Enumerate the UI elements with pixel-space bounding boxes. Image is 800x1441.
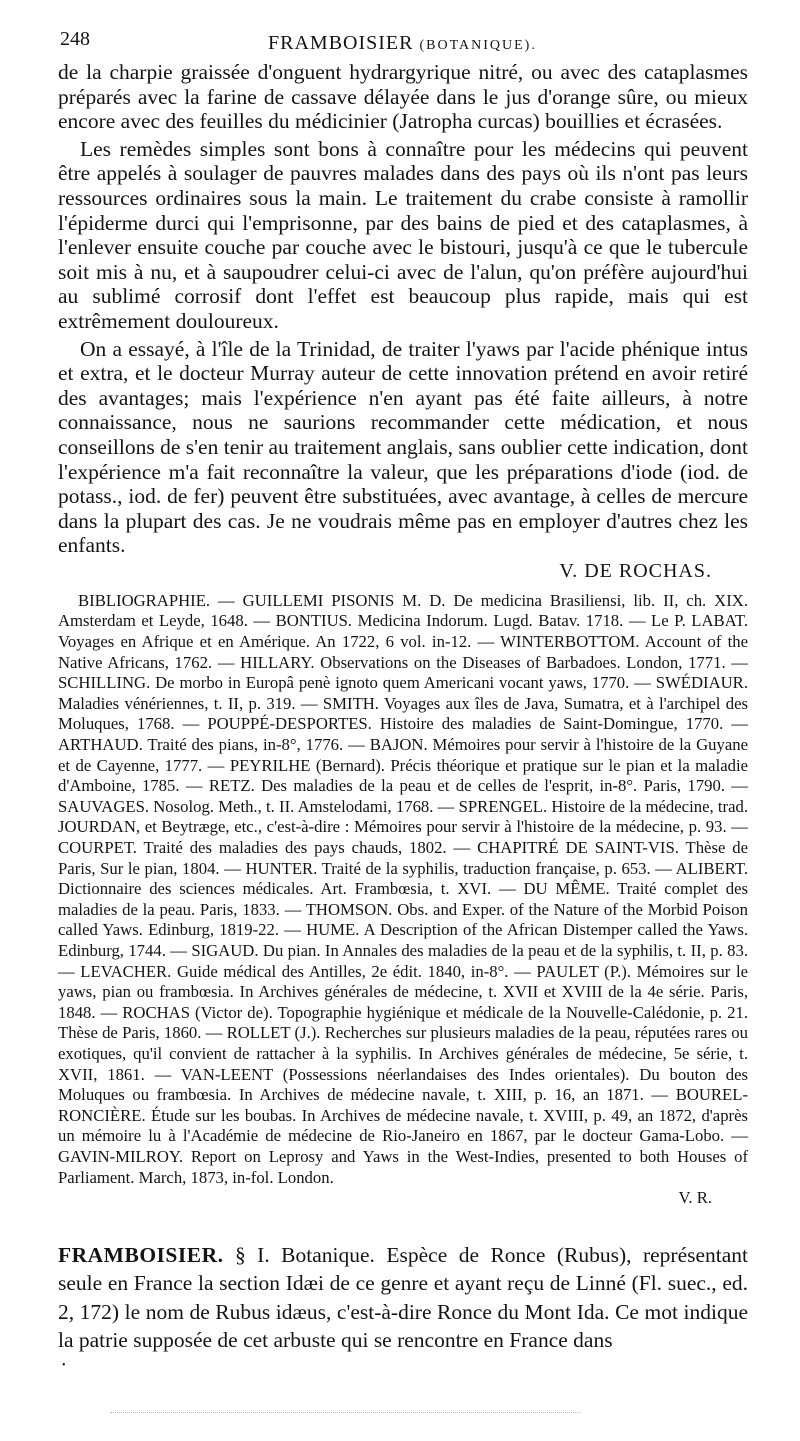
scan-artifact-line xyxy=(110,1412,580,1415)
new-entry xyxy=(58,1241,748,1355)
page-number: 248 xyxy=(60,28,90,50)
page-header xyxy=(58,22,748,54)
paragraph-continuation: de la charpie graissée d'onguent hydrargyrique nitré, ou avec des cataplasmes préparés avec la farine de cassave délayée dans le jus d'orange sûre, ou mieux encore avec des feuilles du médicinier (Jatropha curcas) bouillies et écrasées. xyxy=(58,60,748,134)
stray-mark: • xyxy=(62,1360,66,1371)
entry-section: § I. Botanique. xyxy=(234,1242,375,1267)
bibliography-text: BIBLIOGRAPHIE. — GUILLEMI PISONIS M. D. De medicina Brasiliensi, lib. II, ch. XIX. Amsterdam et Leyde, 1648. — BONTIUS. Medicina Indorum. Lugd. Batav. 1718. — Le P. LABAT. Voyages en Afrique et en Amérique. An 1722, 6 vol. in-12. — WINTERBOTTOM. Account of the Native Africans, 1762. — HILLARY. Observations on the Diseases of Barbadoes. London, 1771. — SCHILLING. De morbo in Europâ penè ignoto quem Americani vocant yaws, 1770. — SWÉDIAUR. Maladies vénériennes, t. II, p. 319. — SMITH. Voyages aux îles de Java, Sumatra, et à l'archipel des Moluques, 1768. — POUPPÉ-DESPORTES. Histoire des maladies de Saint-Domingue, 1770. — ARTHAUD. Traité des pians, in-8°, 1776. — BAJON. Mémoires pour servir à l'histoire de la Guyane et de Cayenne, 1777. — PEYRILHE (Bernard). Précis théorique et pratique sur le pian et la maladie d'Amboine, 1785. — RETZ. Des maladies de la peau et de celles de l'esprit, in-8°. Paris, 1790. — SAUVAGES. Nosolog. Meth., t. II. Amstelodami, 1768. — SPRENGEL. Histoire de la médecine, trad. JOURDAN, et Beytræge, etc., c'est-à-dire : Mémoires pour servir à l'histoire de la médecine, p. 93. — COURPET. Traité des maladies des pays chauds, 1802. — CHAPITRÉ DE SAINT-VIS. Thèse de Paris, Sur le pian, 1804. — HUNTER. Traité de la syphilis, traduction française, p. 653. — ALIBERT. Dictionnaire des sciences médicales. Art. Frambœsia, t. XVI. — DU MÊME. Traité complet des maladies de la peau. Paris, 1833. — THOMSON. Obs. and Exper. of the Nature of the Morbid Poison called Yaws. Edinburg, 1819-22. — HUME. A Description of the African Distemper called the Yaws. Edinburg, 1744. — SIGAUD. Du pian. In Annales des maladies de la peau et de la syphilis, t. II, p. 83. — LEVACHER. Guide médical des Antilles, 2e édit. 1840, in-8°. — PAULET (P.). Mémoires sur le yaws, pian ou frambœsia. In Archives générales de médecine, t. XVII et XVIII de la 4e série. Paris, 1848. — ROCHAS (Victor de). Topographie hygiénique et médicale de la Nouvelle-Calédonie, p. 21. Thèse de Paris, 1860. — ROLLET (J.). Recherches sur plusieurs maladies de la peau, réputées rares ou exotiques, qu'il convient de rattacher à la syphilis. In Archives générales de médecine, 5e série, t. XVII, 1861. — VAN-LEENT (Possessions néerlandaises des Indes orientales). Du bouton des Moluques ou frambœsia. In Archives de médecine navale, t. XIII, p. 16, an 1871. — BOUREL-RONCIÈRE. Étude sur les boubas. In Archives de médecine navale, t. XVIII, p. 49, an 1872, d'après un mémoire lu à l'Académie de médecine de Rio-Janeiro en 1867, par le docteur Gama-Lobo. — GAVIN-MILROY. Report on Leprosy and Yaws in the West-Indies, presented to both Houses of Parliament. March, 1873, in-fol. London. xyxy=(58,590,748,1187)
article-body xyxy=(58,60,748,558)
running-title-subtitle: (BOTANIQUE). xyxy=(419,38,537,53)
author-signature: V. DE ROCHAS. xyxy=(559,559,712,582)
entry-headword: FRAMBOISIER. xyxy=(58,1242,224,1267)
paragraph-trinidad: On a essayé, à l'île de la Trinidad, de traiter l'yaws par l'acide phénique intus et extra, et le docteur Murray auteur de cette innovation prétend en avoir retiré des avantages; mais l'expérience n'en ayant pas été faite ailleurs, à notre connaissance, nous ne saurions recommander cette médication, et nous conseillons de s'en tenir au traitement anglais, sans oublier cette indication, dont l'expérience m'a fait reconnaître la valeur, que les préparations d'iode (iod. de potass., iod. de fer) peuvent être substituées, avec avantage, à celles de mercure dans la plupart des cas. Je ne voudrais même pas en employer d'autres chez les enfants. xyxy=(58,336,748,558)
page xyxy=(58,22,748,1355)
running-title-word: FRAMBOISIER xyxy=(268,32,414,54)
entry-text: Espèce de Ronce (Rubus), représentant seule en France la section Idæi de ce genre et ayant reçu de Linné (Fl. suec., ed. 2, 172) le nom de Rubus idæus, c'est-à-dire Ronce du Mont Ida. Ce mot indique la patrie supposée de cet arbuste qui se rencontre en France dans xyxy=(58,1242,749,1353)
paragraph-remedies: Les remèdes simples sont bons à connaître pour les médecins qui peuvent être appelés à soulager de pauvres malades dans des pays où ils n'ont pas leurs ressources ordinaires sous la main. Le traitement du crabe consiste à ramollir l'épiderme durci qui l'emprisonne, par des bains de pied et des cataplasmes, à l'enlever ensuite couche par couche avec le bistouri, jusqu'à ce que le tubercule soit mis à nu, et à saupoudrer celui-ci avec de l'alun, qu'on préfère aujourd'hui au sublimé corrosif dont l'effet est beaucoup plus rapide, mais qui est extrêmement douloureux. xyxy=(58,136,748,333)
bibliography-signature: V. R. xyxy=(678,1188,712,1208)
running-title xyxy=(268,32,537,55)
bibliography xyxy=(58,591,748,1209)
